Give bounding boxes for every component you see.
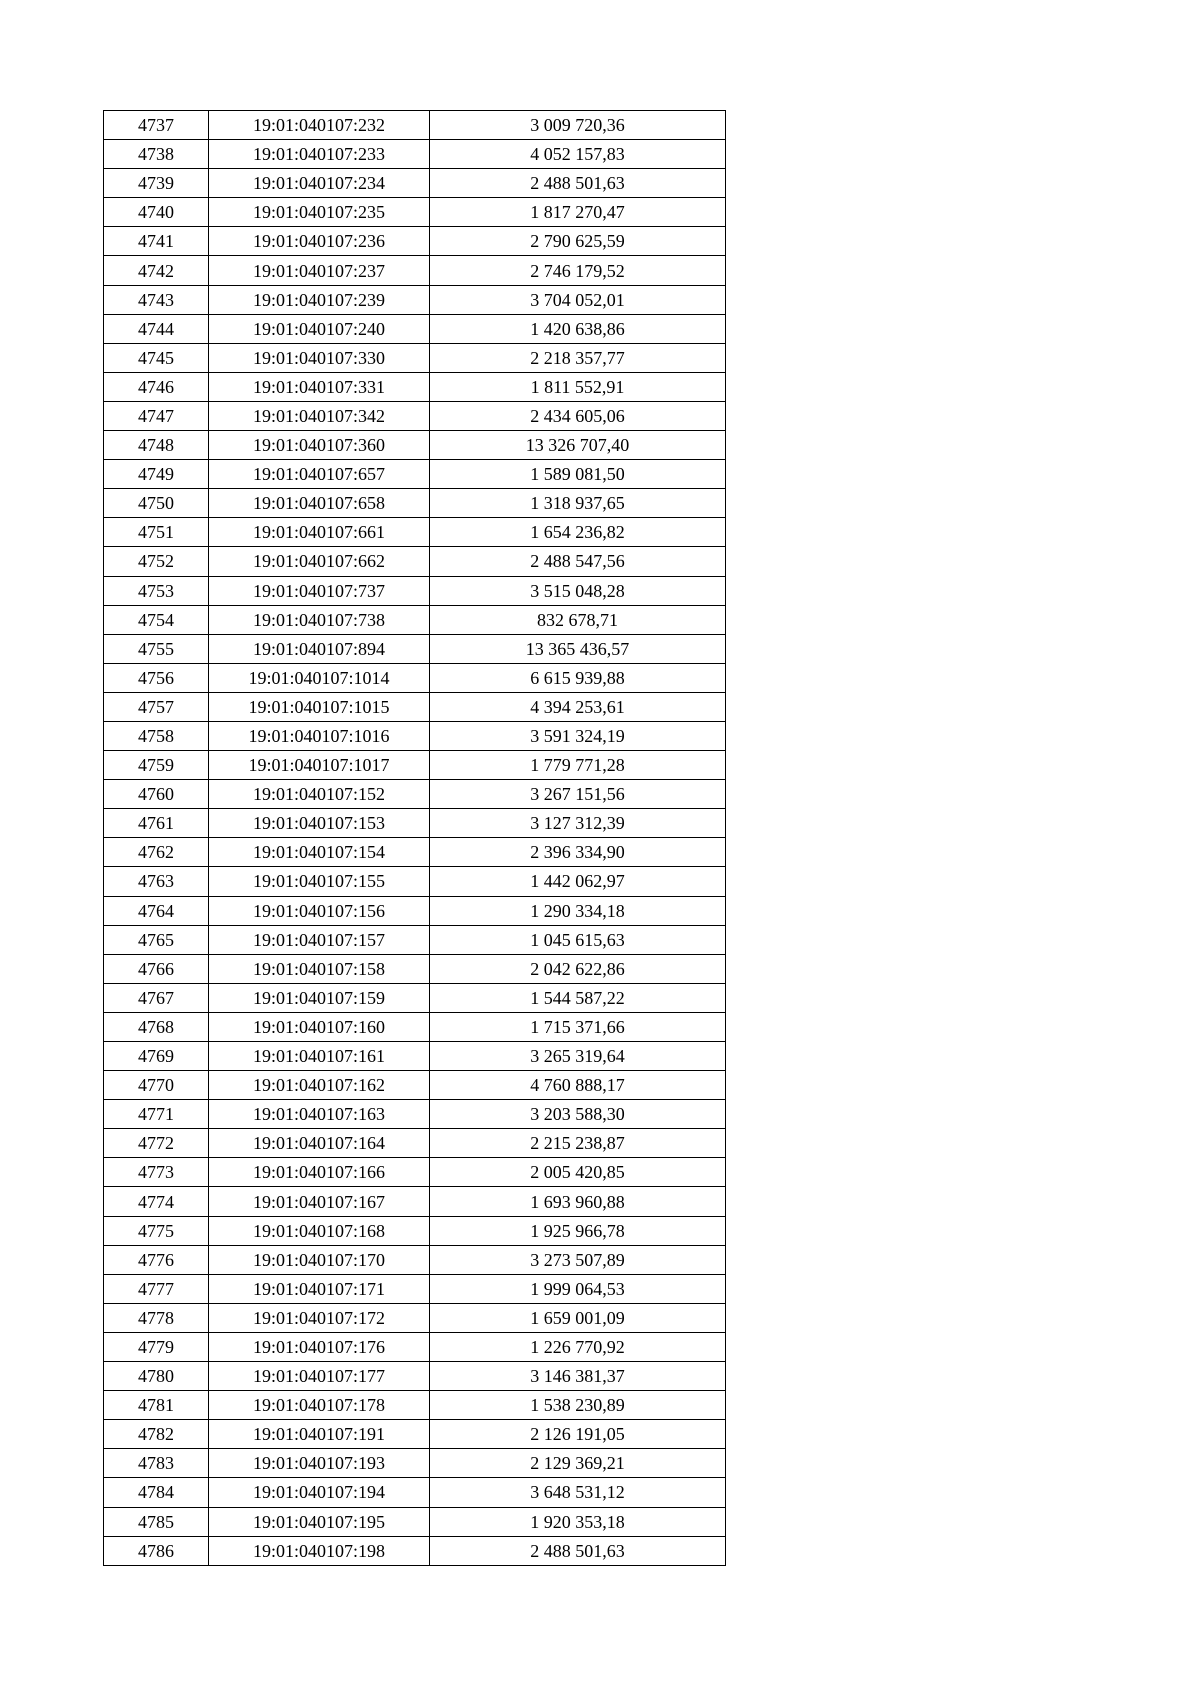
value-cell: 1 693 960,88 bbox=[430, 1187, 726, 1216]
value-cell: 4 760 888,17 bbox=[430, 1071, 726, 1100]
cadastral-number-cell: 19:01:040107:167 bbox=[209, 1187, 430, 1216]
table-row bbox=[104, 1478, 726, 1507]
value-cell: 3 203 588,30 bbox=[430, 1100, 726, 1129]
value-cell: 832 678,71 bbox=[430, 605, 726, 634]
value-cell: 3 515 048,28 bbox=[430, 576, 726, 605]
row-number-cell: 4773 bbox=[104, 1158, 209, 1187]
cadastral-number-cell: 19:01:040107:331 bbox=[209, 372, 430, 401]
cadastral-number-cell: 19:01:040107:233 bbox=[209, 140, 430, 169]
cadastral-number-cell: 19:01:040107:235 bbox=[209, 198, 430, 227]
table-row bbox=[104, 489, 726, 518]
value-cell: 1 226 770,92 bbox=[430, 1332, 726, 1361]
table-row bbox=[104, 140, 726, 169]
value-cell: 3 267 151,56 bbox=[430, 780, 726, 809]
table-row bbox=[104, 227, 726, 256]
cadastral-number-cell: 19:01:040107:737 bbox=[209, 576, 430, 605]
value-cell: 2 746 179,52 bbox=[430, 256, 726, 285]
table-row bbox=[104, 1332, 726, 1361]
value-cell: 1 442 062,97 bbox=[430, 867, 726, 896]
value-cell: 1 538 230,89 bbox=[430, 1391, 726, 1420]
cadastral-number-cell: 19:01:040107:330 bbox=[209, 343, 430, 372]
value-cell: 1 318 937,65 bbox=[430, 489, 726, 518]
cadastral-number-cell: 19:01:040107:159 bbox=[209, 983, 430, 1012]
cadastral-number-cell: 19:01:040107:657 bbox=[209, 460, 430, 489]
value-cell: 3 146 381,37 bbox=[430, 1362, 726, 1391]
cadastral-number-cell: 19:01:040107:236 bbox=[209, 227, 430, 256]
table-row bbox=[104, 1129, 726, 1158]
row-number-cell: 4752 bbox=[104, 547, 209, 576]
value-cell: 4 394 253,61 bbox=[430, 692, 726, 721]
table-row bbox=[104, 954, 726, 983]
value-cell: 2 042 622,86 bbox=[430, 954, 726, 983]
table-row bbox=[104, 925, 726, 954]
table-row bbox=[104, 1303, 726, 1332]
table-row bbox=[104, 983, 726, 1012]
cadastral-number-cell: 19:01:040107:662 bbox=[209, 547, 430, 576]
row-number-cell: 4765 bbox=[104, 925, 209, 954]
cadastral-number-cell: 19:01:040107:234 bbox=[209, 169, 430, 198]
cadastral-number-cell: 19:01:040107:239 bbox=[209, 285, 430, 314]
row-number-cell: 4750 bbox=[104, 489, 209, 518]
table-row bbox=[104, 1420, 726, 1449]
table-row bbox=[104, 780, 726, 809]
table-row bbox=[104, 1245, 726, 1274]
cadastral-number-cell: 19:01:040107:176 bbox=[209, 1332, 430, 1361]
value-cell: 6 615 939,88 bbox=[430, 663, 726, 692]
value-cell: 1 420 638,86 bbox=[430, 314, 726, 343]
value-cell: 1 589 081,50 bbox=[430, 460, 726, 489]
table-row bbox=[104, 1274, 726, 1303]
row-number-cell: 4770 bbox=[104, 1071, 209, 1100]
row-number-cell: 4786 bbox=[104, 1536, 209, 1565]
value-cell: 1 920 353,18 bbox=[430, 1507, 726, 1536]
cadastral-number-cell: 19:01:040107:198 bbox=[209, 1536, 430, 1565]
value-cell: 2 126 191,05 bbox=[430, 1420, 726, 1449]
row-number-cell: 4769 bbox=[104, 1042, 209, 1071]
table-row bbox=[104, 663, 726, 692]
table-row bbox=[104, 576, 726, 605]
cadastral-number-cell: 19:01:040107:1016 bbox=[209, 721, 430, 750]
value-cell: 1 659 001,09 bbox=[430, 1303, 726, 1332]
value-cell: 1 779 771,28 bbox=[430, 751, 726, 780]
cadastral-number-cell: 19:01:040107:738 bbox=[209, 605, 430, 634]
cadastral-number-cell: 19:01:040107:894 bbox=[209, 634, 430, 663]
table-row bbox=[104, 401, 726, 430]
table-row bbox=[104, 1071, 726, 1100]
value-cell: 1 925 966,78 bbox=[430, 1216, 726, 1245]
cadastral-number-cell: 19:01:040107:156 bbox=[209, 896, 430, 925]
value-cell: 3 591 324,19 bbox=[430, 721, 726, 750]
row-number-cell: 4754 bbox=[104, 605, 209, 634]
cadastral-number-cell: 19:01:040107:240 bbox=[209, 314, 430, 343]
row-number-cell: 4753 bbox=[104, 576, 209, 605]
row-number-cell: 4774 bbox=[104, 1187, 209, 1216]
row-number-cell: 4737 bbox=[104, 111, 209, 140]
table-body bbox=[104, 111, 726, 1566]
cadastral-number-cell: 19:01:040107:170 bbox=[209, 1245, 430, 1274]
value-cell: 1 290 334,18 bbox=[430, 896, 726, 925]
table-row bbox=[104, 1158, 726, 1187]
cadastral-number-cell: 19:01:040107:232 bbox=[209, 111, 430, 140]
table-row bbox=[104, 721, 726, 750]
cadastral-number-cell: 19:01:040107:1015 bbox=[209, 692, 430, 721]
row-number-cell: 4738 bbox=[104, 140, 209, 169]
row-number-cell: 4776 bbox=[104, 1245, 209, 1274]
table-row bbox=[104, 896, 726, 925]
table-row bbox=[104, 285, 726, 314]
value-cell: 2 129 369,21 bbox=[430, 1449, 726, 1478]
row-number-cell: 4744 bbox=[104, 314, 209, 343]
cadastral-number-cell: 19:01:040107:157 bbox=[209, 925, 430, 954]
value-cell: 2 488 547,56 bbox=[430, 547, 726, 576]
value-cell: 1 811 552,91 bbox=[430, 372, 726, 401]
table-row bbox=[104, 1042, 726, 1071]
row-number-cell: 4756 bbox=[104, 663, 209, 692]
table-row bbox=[104, 343, 726, 372]
row-number-cell: 4782 bbox=[104, 1420, 209, 1449]
cadastral-number-cell: 19:01:040107:164 bbox=[209, 1129, 430, 1158]
row-number-cell: 4743 bbox=[104, 285, 209, 314]
row-number-cell: 4751 bbox=[104, 518, 209, 547]
row-number-cell: 4761 bbox=[104, 809, 209, 838]
value-cell: 13 326 707,40 bbox=[430, 431, 726, 460]
table-row bbox=[104, 431, 726, 460]
row-number-cell: 4778 bbox=[104, 1303, 209, 1332]
cadastral-number-cell: 19:01:040107:152 bbox=[209, 780, 430, 809]
value-cell: 2 005 420,85 bbox=[430, 1158, 726, 1187]
cadastral-number-cell: 19:01:040107:342 bbox=[209, 401, 430, 430]
row-number-cell: 4745 bbox=[104, 343, 209, 372]
table-row bbox=[104, 518, 726, 547]
row-number-cell: 4777 bbox=[104, 1274, 209, 1303]
cadastral-number-cell: 19:01:040107:158 bbox=[209, 954, 430, 983]
cadastral-number-cell: 19:01:040107:168 bbox=[209, 1216, 430, 1245]
row-number-cell: 4764 bbox=[104, 896, 209, 925]
value-cell: 3 648 531,12 bbox=[430, 1478, 726, 1507]
table-row bbox=[104, 372, 726, 401]
row-number-cell: 4781 bbox=[104, 1391, 209, 1420]
value-cell: 1 045 615,63 bbox=[430, 925, 726, 954]
cadastral-number-cell: 19:01:040107:155 bbox=[209, 867, 430, 896]
value-cell: 2 396 334,90 bbox=[430, 838, 726, 867]
value-cell: 2 218 357,77 bbox=[430, 343, 726, 372]
table-row bbox=[104, 867, 726, 896]
cadastral-number-cell: 19:01:040107:237 bbox=[209, 256, 430, 285]
value-cell: 3 273 507,89 bbox=[430, 1245, 726, 1274]
value-cell: 1 544 587,22 bbox=[430, 983, 726, 1012]
table-row bbox=[104, 692, 726, 721]
value-cell: 3 127 312,39 bbox=[430, 809, 726, 838]
cadastral-number-cell: 19:01:040107:194 bbox=[209, 1478, 430, 1507]
row-number-cell: 4762 bbox=[104, 838, 209, 867]
value-cell: 13 365 436,57 bbox=[430, 634, 726, 663]
cadastral-number-cell: 19:01:040107:1017 bbox=[209, 751, 430, 780]
table-row bbox=[104, 1216, 726, 1245]
row-number-cell: 4747 bbox=[104, 401, 209, 430]
table-row bbox=[104, 314, 726, 343]
table-row bbox=[104, 460, 726, 489]
row-number-cell: 4772 bbox=[104, 1129, 209, 1158]
table-row bbox=[104, 1391, 726, 1420]
value-cell: 1 999 064,53 bbox=[430, 1274, 726, 1303]
row-number-cell: 4767 bbox=[104, 983, 209, 1012]
row-number-cell: 4749 bbox=[104, 460, 209, 489]
cadastral-number-cell: 19:01:040107:1014 bbox=[209, 663, 430, 692]
table-row bbox=[104, 1187, 726, 1216]
row-number-cell: 4760 bbox=[104, 780, 209, 809]
table-row bbox=[104, 1449, 726, 1478]
cadastral-number-cell: 19:01:040107:178 bbox=[209, 1391, 430, 1420]
cadastral-number-cell: 19:01:040107:160 bbox=[209, 1012, 430, 1041]
row-number-cell: 4766 bbox=[104, 954, 209, 983]
cadastral-number-cell: 19:01:040107:658 bbox=[209, 489, 430, 518]
cadastral-number-cell: 19:01:040107:172 bbox=[209, 1303, 430, 1332]
table-row bbox=[104, 1507, 726, 1536]
table-row bbox=[104, 169, 726, 198]
cadastral-number-cell: 19:01:040107:360 bbox=[209, 431, 430, 460]
cadastral-number-cell: 19:01:040107:193 bbox=[209, 1449, 430, 1478]
value-cell: 1 715 371,66 bbox=[430, 1012, 726, 1041]
row-number-cell: 4739 bbox=[104, 169, 209, 198]
table-row bbox=[104, 1536, 726, 1565]
row-number-cell: 4759 bbox=[104, 751, 209, 780]
cadastral-number-cell: 19:01:040107:195 bbox=[209, 1507, 430, 1536]
table-row bbox=[104, 1362, 726, 1391]
cadastral-number-cell: 19:01:040107:177 bbox=[209, 1362, 430, 1391]
row-number-cell: 4771 bbox=[104, 1100, 209, 1129]
table-row bbox=[104, 198, 726, 227]
row-number-cell: 4785 bbox=[104, 1507, 209, 1536]
row-number-cell: 4755 bbox=[104, 634, 209, 663]
row-number-cell: 4783 bbox=[104, 1449, 209, 1478]
row-number-cell: 4784 bbox=[104, 1478, 209, 1507]
row-number-cell: 4779 bbox=[104, 1332, 209, 1361]
value-cell: 2 488 501,63 bbox=[430, 169, 726, 198]
table-row bbox=[104, 1100, 726, 1129]
table-row bbox=[104, 838, 726, 867]
row-number-cell: 4758 bbox=[104, 721, 209, 750]
row-number-cell: 4780 bbox=[104, 1362, 209, 1391]
table-row bbox=[104, 751, 726, 780]
value-cell: 2 790 625,59 bbox=[430, 227, 726, 256]
row-number-cell: 4740 bbox=[104, 198, 209, 227]
value-cell: 3 009 720,36 bbox=[430, 111, 726, 140]
value-cell: 3 704 052,01 bbox=[430, 285, 726, 314]
row-number-cell: 4748 bbox=[104, 431, 209, 460]
cadastral-number-cell: 19:01:040107:191 bbox=[209, 1420, 430, 1449]
row-number-cell: 4742 bbox=[104, 256, 209, 285]
value-cell: 1 654 236,82 bbox=[430, 518, 726, 547]
value-cell: 3 265 319,64 bbox=[430, 1042, 726, 1071]
value-cell: 4 052 157,83 bbox=[430, 140, 726, 169]
value-cell: 2 434 605,06 bbox=[430, 401, 726, 430]
row-number-cell: 4763 bbox=[104, 867, 209, 896]
cadastral-number-cell: 19:01:040107:163 bbox=[209, 1100, 430, 1129]
row-number-cell: 4768 bbox=[104, 1012, 209, 1041]
value-cell: 1 817 270,47 bbox=[430, 198, 726, 227]
row-number-cell: 4775 bbox=[104, 1216, 209, 1245]
cadastral-number-cell: 19:01:040107:162 bbox=[209, 1071, 430, 1100]
cadastral-number-cell: 19:01:040107:171 bbox=[209, 1274, 430, 1303]
cadastral-number-cell: 19:01:040107:161 bbox=[209, 1042, 430, 1071]
value-cell: 2 215 238,87 bbox=[430, 1129, 726, 1158]
row-number-cell: 4741 bbox=[104, 227, 209, 256]
table-row bbox=[104, 1012, 726, 1041]
table-row bbox=[104, 605, 726, 634]
table-row bbox=[104, 547, 726, 576]
cadastral-number-cell: 19:01:040107:154 bbox=[209, 838, 430, 867]
cadastral-number-cell: 19:01:040107:153 bbox=[209, 809, 430, 838]
row-number-cell: 4746 bbox=[104, 372, 209, 401]
data-table bbox=[103, 110, 726, 1566]
table-row bbox=[104, 809, 726, 838]
value-cell: 2 488 501,63 bbox=[430, 1536, 726, 1565]
table-row bbox=[104, 634, 726, 663]
cadastral-number-cell: 19:01:040107:166 bbox=[209, 1158, 430, 1187]
table-row bbox=[104, 256, 726, 285]
cadastral-number-cell: 19:01:040107:661 bbox=[209, 518, 430, 547]
row-number-cell: 4757 bbox=[104, 692, 209, 721]
table-row bbox=[104, 111, 726, 140]
